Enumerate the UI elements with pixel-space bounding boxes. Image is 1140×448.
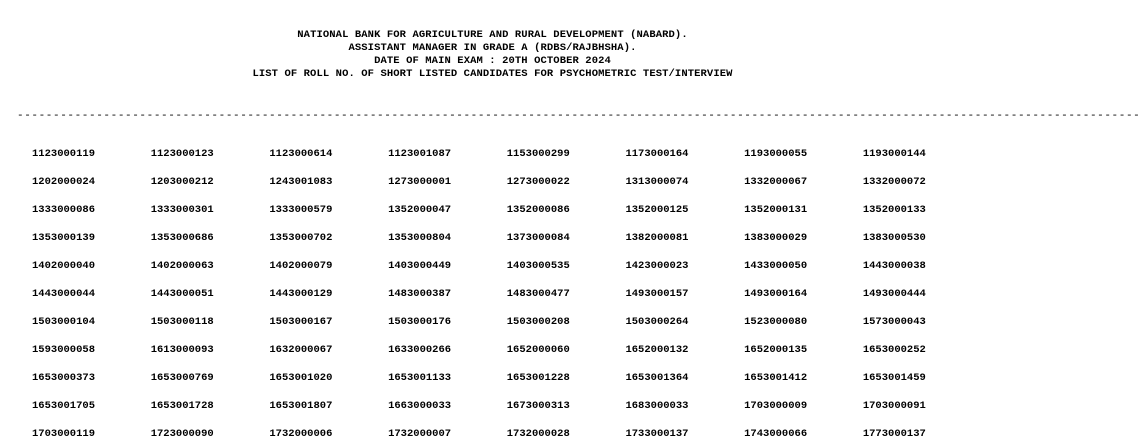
roll-number: 1332000072 — [862, 176, 926, 188]
roll-number: 1402000040 — [32, 260, 96, 272]
roll-number: 1193000055 — [744, 148, 808, 160]
roll-number-row — [32, 308, 963, 336]
roll-number: 1493000444 — [862, 288, 926, 300]
roll-number: 1353000804 — [388, 232, 452, 244]
roll-number: 1443000044 — [32, 288, 96, 300]
roll-number: 1123000119 — [32, 148, 96, 160]
roll-number: 1273000022 — [506, 176, 570, 188]
roll-number: 1352000131 — [744, 204, 808, 216]
roll-number-row — [32, 168, 963, 196]
roll-number: 1673000313 — [506, 400, 570, 412]
roll-number: 1653000252 — [862, 344, 926, 356]
roll-number: 1653001228 — [506, 372, 570, 384]
roll-number: 1333000579 — [269, 204, 333, 216]
roll-number: 1173000164 — [625, 148, 689, 160]
roll-number: 1653001728 — [150, 400, 214, 412]
roll-number: 1382000081 — [625, 232, 689, 244]
roll-number: 1653001020 — [269, 372, 333, 384]
roll-number: 1153000299 — [506, 148, 570, 160]
roll-number: 1443000051 — [150, 288, 214, 300]
roll-number: 1652000060 — [506, 344, 570, 356]
roll-number: 1203000212 — [150, 176, 214, 188]
roll-number-row — [32, 224, 963, 252]
roll-number: 1503000104 — [32, 316, 96, 328]
roll-number: 1732000007 — [388, 428, 452, 440]
roll-number: 1273000001 — [388, 176, 452, 188]
roll-number-row — [32, 364, 963, 392]
roll-number: 1402000063 — [150, 260, 214, 272]
roll-number: 1653001807 — [269, 400, 333, 412]
roll-number: 1373000084 — [506, 232, 570, 244]
roll-number: 1123001087 — [388, 148, 452, 160]
roll-number: 1632000067 — [269, 344, 333, 356]
roll-number: 1402000079 — [269, 260, 333, 272]
roll-number: 1383000530 — [862, 232, 926, 244]
roll-number: 1652000135 — [744, 344, 808, 356]
roll-number: 1383000029 — [744, 232, 808, 244]
roll-number: 1653001459 — [862, 372, 926, 384]
roll-number-row — [32, 336, 963, 364]
roll-number-row — [32, 252, 963, 280]
roll-number: 1123000123 — [150, 148, 214, 160]
roll-number: 1333000301 — [150, 204, 214, 216]
roll-number-grid — [32, 140, 963, 448]
exam-date: DATE OF MAIN EXAM : 20TH OCTOBER 2024 — [374, 55, 611, 67]
roll-number-row — [32, 196, 963, 224]
roll-number: 1703000009 — [744, 400, 808, 412]
roll-number: 1243001083 — [269, 176, 333, 188]
document-header — [0, 29, 963, 81]
dashed-divider: ------------------------------------------------------------------------------------------------------------------------------------------------------------ — [17, 110, 1140, 122]
roll-number: 1353000686 — [150, 232, 214, 244]
roll-number: 1683000033 — [625, 400, 689, 412]
roll-number: 1352000125 — [625, 204, 689, 216]
roll-number: 1423000023 — [625, 260, 689, 272]
roll-number-row — [32, 392, 963, 420]
roll-number: 1743000066 — [744, 428, 808, 440]
roll-number: 1633000266 — [388, 344, 452, 356]
roll-number-row — [32, 280, 963, 308]
roll-number: 1353000702 — [269, 232, 333, 244]
list-title: LIST OF ROLL NO. OF SHORT LISTED CANDIDATES FOR PSYCHOMETRIC TEST/INTERVIEW — [252, 68, 733, 80]
roll-number-row — [32, 140, 963, 168]
roll-number: 1653001364 — [625, 372, 689, 384]
roll-number: 1663000033 — [388, 400, 452, 412]
roll-number: 1313000074 — [625, 176, 689, 188]
roll-number: 1123000614 — [269, 148, 333, 160]
roll-number: 1703000119 — [32, 428, 96, 440]
roll-number: 1443000038 — [862, 260, 926, 272]
roll-number: 1483000477 — [506, 288, 570, 300]
roll-number: 1653000769 — [150, 372, 214, 384]
roll-number: 1733000137 — [625, 428, 689, 440]
roll-number-row — [32, 420, 963, 448]
roll-number: 1332000067 — [744, 176, 808, 188]
roll-number: 1353000139 — [32, 232, 96, 244]
roll-number: 1613000093 — [150, 344, 214, 356]
roll-number: 1732000028 — [506, 428, 570, 440]
roll-number: 1653001705 — [32, 400, 96, 412]
roll-number: 1503000264 — [625, 316, 689, 328]
roll-number: 1573000043 — [862, 316, 926, 328]
roll-number: 1333000086 — [32, 204, 96, 216]
roll-number: 1503000167 — [269, 316, 333, 328]
roll-number: 1202000024 — [32, 176, 96, 188]
roll-number: 1493000157 — [625, 288, 689, 300]
roll-number: 1503000208 — [506, 316, 570, 328]
roll-number: 1593000058 — [32, 344, 96, 356]
roll-number: 1403000449 — [388, 260, 452, 272]
roll-number: 1433000050 — [744, 260, 808, 272]
roll-number: 1493000164 — [744, 288, 808, 300]
roll-number: 1483000387 — [388, 288, 452, 300]
post-title: ASSISTANT MANAGER IN GRADE A (RDBS/RAJBHSHA). — [348, 42, 637, 54]
roll-number: 1703000091 — [862, 400, 926, 412]
roll-number: 1653000373 — [32, 372, 96, 384]
roll-number: 1503000118 — [150, 316, 214, 328]
roll-number: 1523000080 — [744, 316, 808, 328]
roll-number: 1503000176 — [388, 316, 452, 328]
roll-number: 1352000133 — [862, 204, 926, 216]
organization-title: NATIONAL BANK FOR AGRICULTURE AND RURAL DEVELOPMENT (NABARD). — [297, 29, 688, 41]
roll-number: 1352000047 — [388, 204, 452, 216]
roll-number: 1732000006 — [269, 428, 333, 440]
roll-number: 1723000090 — [150, 428, 214, 440]
roll-number: 1403000535 — [506, 260, 570, 272]
roll-number: 1653001412 — [744, 372, 808, 384]
roll-number: 1773000137 — [862, 428, 926, 440]
roll-number: 1443000129 — [269, 288, 333, 300]
roll-number: 1352000086 — [506, 204, 570, 216]
roll-number: 1653001133 — [388, 372, 452, 384]
roll-number: 1652000132 — [625, 344, 689, 356]
roll-number: 1193000144 — [862, 148, 926, 160]
